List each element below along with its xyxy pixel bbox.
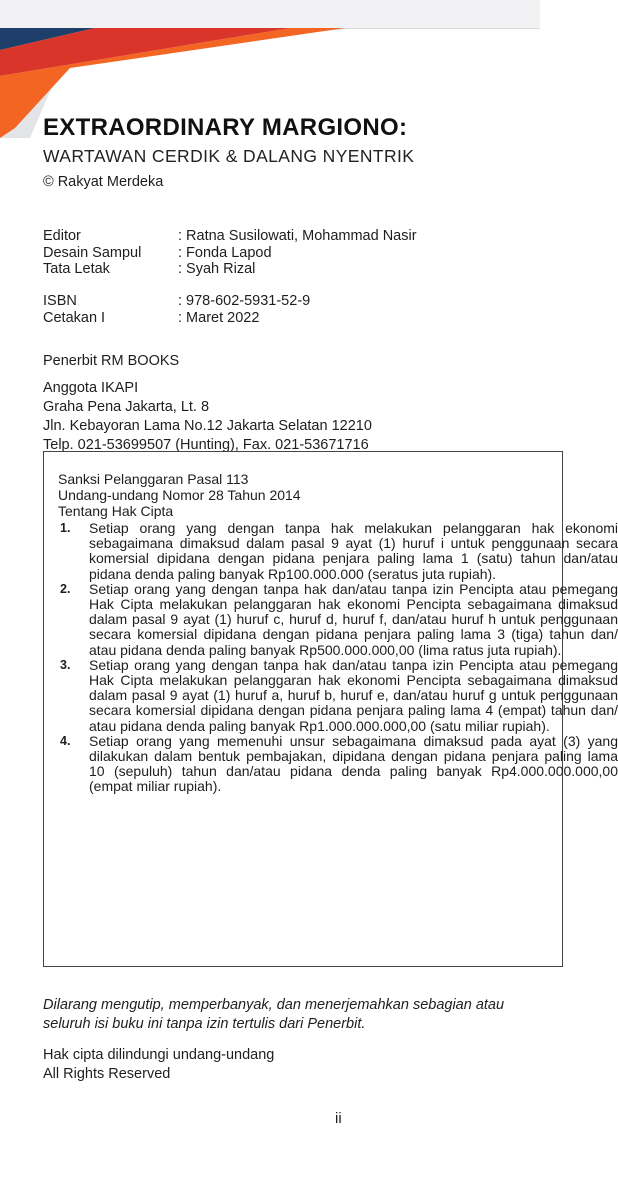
sanction-item: 1. Setiap orang yang dengan tanpa hak melakukan pelanggaran hak ekonomi sebagaimana dimaksud dalam pasal 9 ayat (1) huruf i untuk penggunaan secara komersial dipidana dengan pidana penjara paling lama 1 (satu) tahun dan/atau pidana denda paling banyak Rp100.000.000 (seratus juta rupiah). — [60, 520, 618, 582]
sanctions-heading-1: Sanksi Pelanggaran Pasal 113 — [58, 471, 249, 487]
credit-layout: Tata Letak : Syah Rizal — [43, 261, 256, 277]
pub-isbn: ISBN : 978-602-5931-52-9 — [43, 293, 311, 309]
rights-line-2: All Rights Reserved — [43, 1066, 171, 1082]
publisher-name: Penerbit RM BOOKS — [43, 353, 180, 369]
publication-block — [43, 293, 310, 326]
book-title: EXTRAORDINARY MARGIONO: — [43, 114, 408, 141]
credit-cover-design: Desain Sampul : Fonda Lapod — [43, 244, 272, 261]
sanction-item: 3. Setiap orang yang dengan tanpa hak dan/atau tanpa izin Pencipta atau pemegang Hak Cipta melakukan pelanggaran hak ekonomi Pencipta sebagaimana dimaksud dalam pasal 9 ayat (1) huruf a, huruf b, huruf e, dan/atau huruf g untuk penggunaan secara komersial dipidana dengan pidana penjara paling lama 4 (empat) tahun dan/ atau pidana denda paling banyak Rp1.000.000.000,00 (satu miliar rupiah). — [60, 656, 618, 734]
publisher-phone: Telp. 021-53699507 (Hunting), Fax. 021-53671716 — [43, 437, 369, 453]
viewer-top-bar — [0, 0, 540, 29]
publisher-address-1: Graha Pena Jakarta, Lt. 8 — [43, 399, 210, 415]
page-number: ii — [335, 1110, 342, 1127]
pub-edition: Cetakan I : Maret 2022 — [43, 309, 260, 326]
sanctions-heading-2: Undang-undang Nomor 28 Tahun 2014 — [58, 487, 301, 503]
publisher-address-2: Jln. Kebayoran Lama No.12 Jakarta Selatan 12210 — [43, 418, 372, 434]
sanction-item: 4. Setiap orang yang memenuhi unsur sebagaimana dimaksud pada ayat (3) yang dilakukan dalam bentuk pembajakan, dipidana dengan pidana penjara paling lama 10 (sepuluh) tahun dan/atau pidana denda paling banyak Rp4.000.000.000,00 (empat miliar rupiah). — [60, 732, 618, 795]
publisher-membership: Anggota IKAPI — [43, 380, 139, 396]
sanctions-heading-3: Tentang Hak Cipta — [58, 503, 174, 519]
notice-line-1: Dilarang mengutip, memperbanyak, dan menerjemahkan sebagian atau — [43, 997, 505, 1013]
sanction-item: 2. Setiap orang yang dengan tanpa hak dan/atau tanpa izin Pencipta atau pemegang Hak Cipta melakukan pelanggaran hak ekonomi Pencipta sebagaimana dimaksud dalam pasal 9 ayat (1) huruf c, huruf d, huruf f, dan/atau huruf h untuk penggunaan secara komersial dipidana dengan pidana penjara paling lama 3 (tiga) tahun dan/ atau pidana denda paling banyak Rp500.000.000,00 (lima ratus juta rupiah). — [60, 580, 618, 658]
credit-editor: Editor : Ratna Susilowati, Mohammad Nasir — [43, 228, 417, 244]
notice-line-2: seluruh isi buku ini tanpa izin tertulis dari Penerbit. — [43, 1016, 366, 1032]
copyright-line: © Rakyat Merdeka — [43, 174, 164, 190]
book-subtitle: WARTAWAN CERDIK & DALANG NYENTRIK — [43, 146, 415, 166]
rights-line-1: Hak cipta dilindungi undang-undang — [43, 1047, 275, 1063]
credits-block — [43, 228, 417, 278]
sanctions-list — [58, 521, 618, 795]
